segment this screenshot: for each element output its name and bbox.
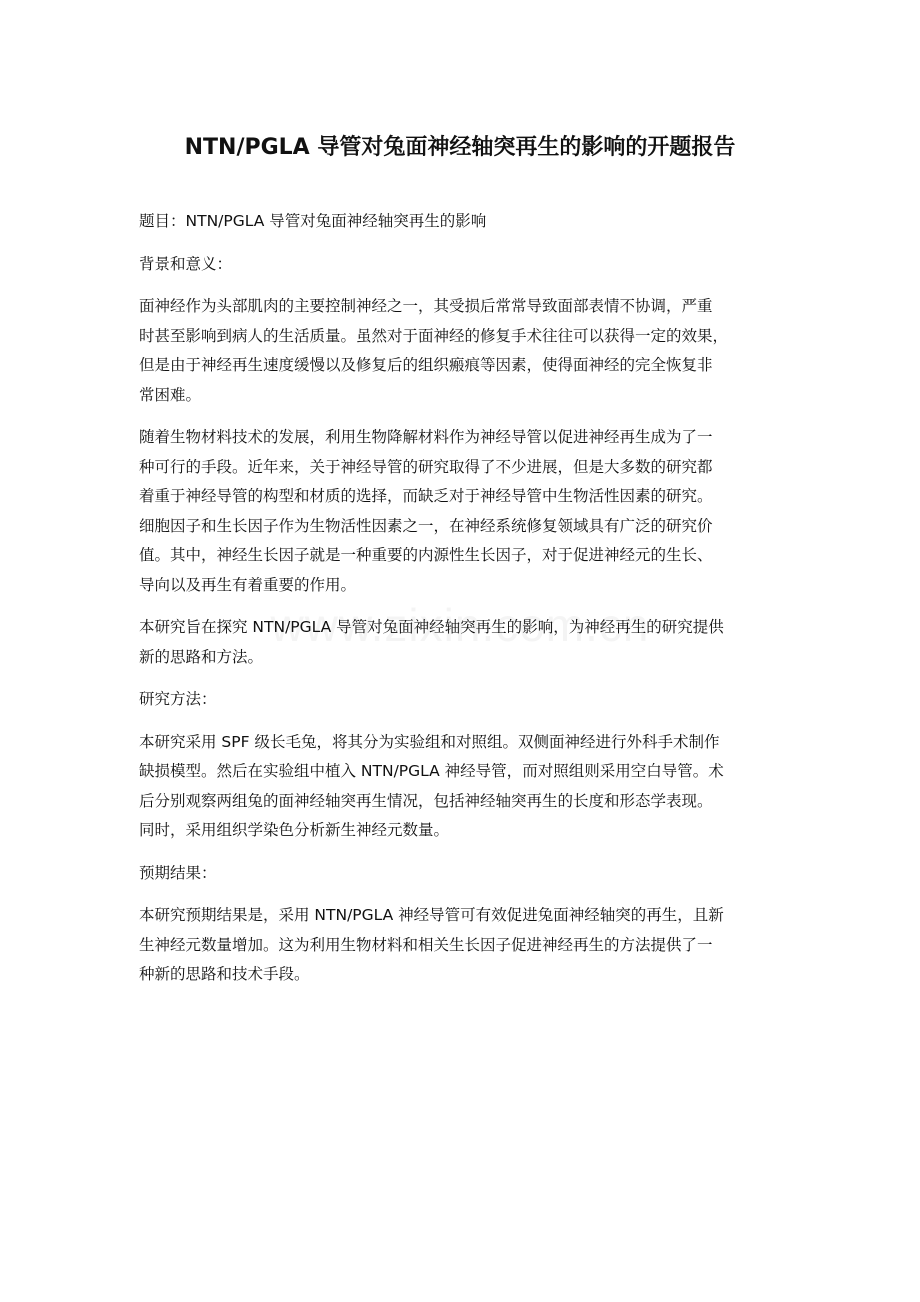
document-body [139, 207, 799, 1003]
background-paragraph-3: 本研究旨在探究 NTN/PGLA 导管对兔面神经轴突再生的影响，为神经再生的研究提供 新的思路和方法。 [139, 618, 724, 666]
document-title: NTN/PGLA 导管对兔面神经轴突再生的影响的开题报告 [184, 135, 736, 160]
topic-line: 题目：NTN/PGLA 导管对兔面神经轴突再生的影响 [139, 212, 487, 230]
expected-results-paragraph: 本研究预期结果是，采用 NTN/PGLA 神经导管可有效促进兔面神经轴突的再生，且新 生神经元数量增加。这为利用生物材料和相关生长因子促进神经再生的方法提供了一 种新的思路和技术手段。 [139, 906, 724, 983]
background-paragraph-2: 随着生物材料技术的发展，利用生物降解材料作为神经导管以促进神经再生成为了一 种可行的手段。近年来，关于神经导管的研究取得了不少进展，但是大多数的研究都 着重于神经导管的构型和材质的选择，而缺乏对于神经导管中生物活性因素的研究。 细胞因子和生长因子作为生物活性因素之一，在神经系统修复领域具有广泛的研究价 值。其中，神经生长因子就是一种重要的内源性生长因子，对于促进神经元的生长、 导向以及再生有着重要的作用。 [139, 428, 713, 594]
section-heading-background: 背景和意义： [139, 254, 233, 273]
methods-paragraph: 本研究采用 SPF 级长毛兔，将其分为实验组和对照组。双侧面神经进行外科手术制作 缺损模型。然后在实验组中植入 NTN/PGLA 神经导管，而对照组则采用空白导管。术 后分别观察两组兔的面神经轴突再生情况，包括神经轴突再生的长度和形态学表现。 同时，采用组织学染色分析新生神经元数量。 [139, 732, 724, 839]
section-heading-methods: 研究方法： [139, 690, 217, 708]
section-heading-expected-results: 预期结果： [139, 863, 217, 882]
background-paragraph-1: 面神经作为头部肌肉的主要控制神经之一，其受损后常常导致面部表情不协调，严重 时甚至影响到病人的生活质量。虽然对于面神经的修复手术往往可以获得一定的效果， 但是由于神经再生速度缓慢以及修复后的组织瘢痕等因素，使得面神经的完全恢复非 常困难。 [139, 297, 729, 404]
